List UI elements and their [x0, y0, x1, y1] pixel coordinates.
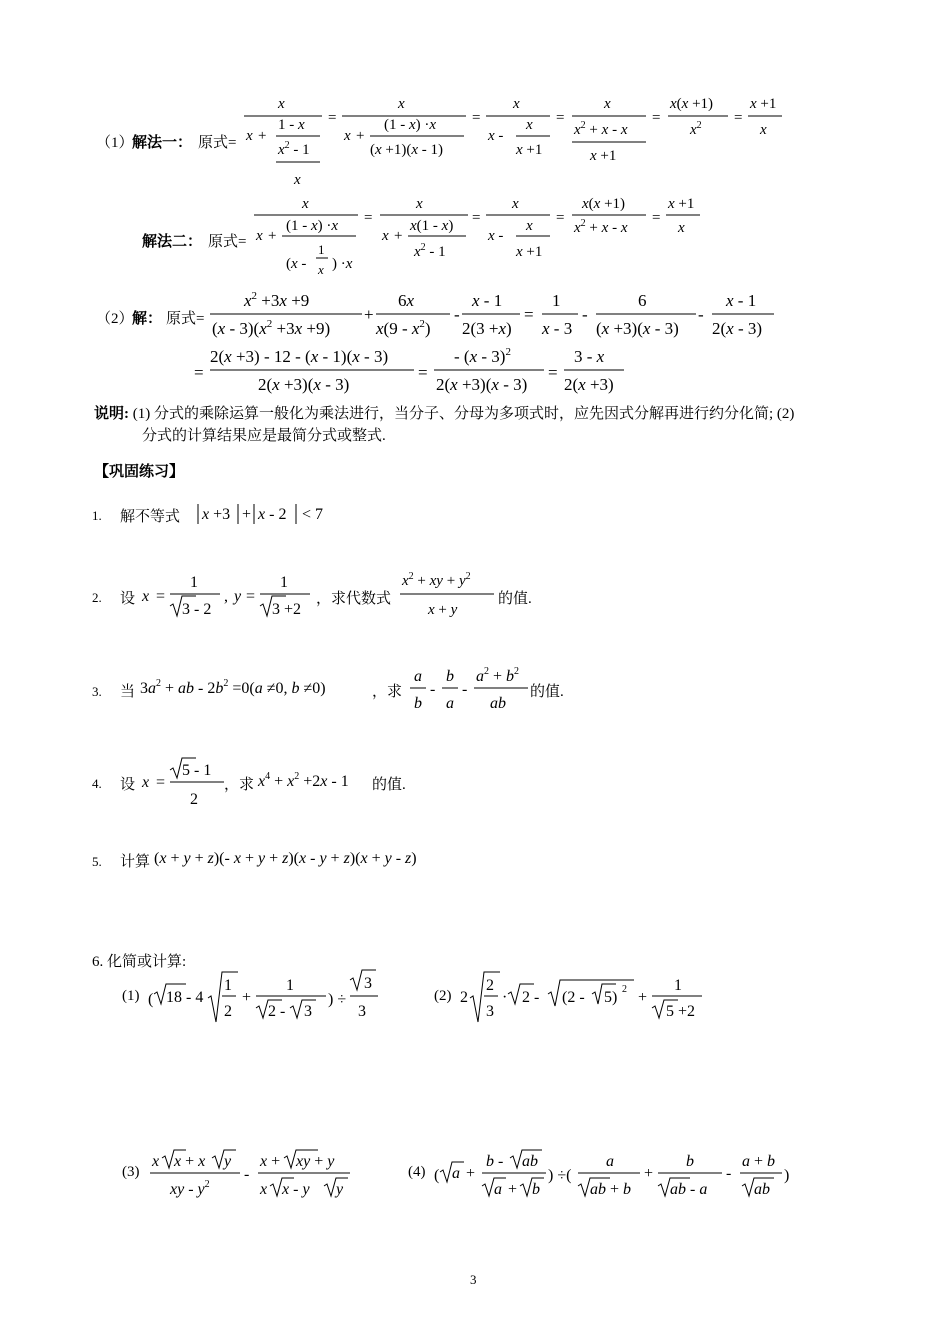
- svg-text:=: =: [246, 588, 256, 605]
- svg-text:=: =: [328, 110, 337, 126]
- svg-text:) ÷(: ) ÷(: [548, 1167, 572, 1184]
- svg-text:ab: ab: [490, 695, 506, 712]
- svg-text:+: +: [638, 989, 648, 1006]
- svg-text:5 +2: 5 +2: [666, 1003, 696, 1020]
- part2-label: （2）: [96, 311, 134, 327]
- svg-text:1: 1: [190, 574, 198, 591]
- exercise-3-ask: ，求: [372, 684, 403, 700]
- sub-label-3: (3): [122, 1164, 140, 1180]
- exercise-3-when: 当: [120, 684, 136, 700]
- part1-method1-math: [240, 88, 800, 198]
- note-line2: 分式的计算结果应是最简分式或整式.: [142, 428, 386, 444]
- svg-text:y: y: [336, 1181, 344, 1198]
- svg-text:6: 6: [638, 291, 647, 310]
- svg-text:x: x: [260, 1181, 268, 1198]
- svg-text:a: a: [452, 1165, 460, 1182]
- svg-text:(x + y + z)(- x + y + z)(x -: (x + y + z)(- x + y + z)(x - y + z)(x + y - z): [154, 850, 417, 867]
- exercise-2-set: 设: [120, 591, 136, 607]
- svg-text:x: x: [152, 1153, 160, 1170]
- svg-text:5): 5): [604, 989, 618, 1006]
- svg-text:ab - a: ab - a: [670, 1181, 708, 1198]
- method2-label: 解法二：: [142, 234, 203, 250]
- svg-text:< 7: < 7: [302, 506, 324, 523]
- svg-text:=: =: [194, 363, 204, 382]
- exercise-6-number: 6.: [92, 954, 104, 970]
- svg-text:3: 3: [358, 1003, 366, 1020]
- svg-text:x + x: x + x: [174, 1153, 206, 1170]
- svg-text:-: -: [462, 681, 468, 698]
- section-title: 【巩固练习】: [94, 464, 185, 480]
- svg-text:1: 1: [280, 574, 288, 591]
- svg-text:(x -: (x -: [286, 256, 307, 272]
- svg-text:x - 1: x - 1: [472, 291, 503, 310]
- svg-text:x: x: [760, 122, 767, 138]
- svg-text:a: a: [494, 1181, 502, 1198]
- svg-text:(x +3)(x - 3): (x +3)(x - 3): [596, 319, 679, 338]
- svg-text:x +: x +: [260, 1153, 281, 1170]
- exercise-3-expression: [406, 660, 532, 720]
- svg-text:x2 +3x +9: $x^2 +3x +9$: [244, 290, 310, 310]
- exercise-2-end: 的值.: [498, 591, 532, 607]
- exercise-3-end: 的值.: [530, 684, 564, 700]
- svg-text:-: -: [454, 305, 460, 324]
- svg-text:3a2 + ab - 2b2 =0(a ≠0, b ≠0): $3a^2$ + ab - $2b^2 =0(a \ne 0$, b ≠0): [140, 678, 326, 697]
- exercise-3-number: 3.: [92, 684, 102, 699]
- part1-method2-math: [250, 190, 720, 290]
- svg-text:- (x - 3)2: - (x - 3)$^2$: [454, 346, 511, 366]
- svg-text:+: +: [242, 506, 252, 523]
- svg-text:=: =: [652, 110, 661, 126]
- sub-label-1: (1): [122, 988, 140, 1004]
- svg-text:a: a: [414, 668, 422, 685]
- svg-text:(1 - x) ·x: (1 - x) ·x: [286, 218, 339, 234]
- svg-text:x: x: [142, 774, 150, 791]
- svg-text:b: b: [532, 1181, 540, 1198]
- sub-label-4: (4): [408, 1164, 426, 1180]
- part2-math: [194, 288, 796, 400]
- svg-text:x + y: x + y: [428, 602, 458, 618]
- svg-text:2: 2: [460, 989, 468, 1006]
- exercise-1-text: 解不等式: [120, 509, 181, 525]
- exercise-3-condition: [136, 672, 386, 702]
- svg-text:(: (: [434, 1167, 440, 1184]
- svg-text:1: 1: [224, 977, 232, 994]
- svg-text:=: =: [364, 210, 373, 226]
- svg-text:2(3 +x): 2(3 +x): [462, 319, 512, 338]
- svg-text:x: x: [278, 96, 285, 112]
- svg-text:(2 -: (2 -: [562, 989, 585, 1006]
- svg-text:x2 + x - x: $x^2 + x - x$: [574, 218, 628, 236]
- svg-text:+: +: [356, 128, 365, 144]
- svg-text:=: =: [548, 363, 558, 382]
- exercise-6-3-math: [146, 1144, 366, 1208]
- exercise-6-4-math: [430, 1144, 800, 1208]
- svg-text:=: =: [156, 588, 166, 605]
- svg-text:): ): [784, 1167, 790, 1184]
- svg-text:+: +: [508, 1181, 518, 1198]
- svg-text:1: 1: [286, 977, 294, 994]
- svg-text:=: =: [472, 210, 481, 226]
- part1-label: （1）: [96, 135, 134, 151]
- svg-text:b: b: [446, 668, 454, 685]
- exercise-4-x: [138, 754, 238, 814]
- note-label: 说明:: [94, 406, 129, 422]
- svg-text:x: x: [416, 196, 423, 212]
- svg-text:x: x: [526, 117, 533, 133]
- part2-jie: 解：: [132, 311, 163, 327]
- svg-text:2: 2: [224, 1003, 232, 1020]
- svg-text:-: -: [698, 305, 704, 324]
- svg-text:2 -: 2 -: [268, 1003, 286, 1020]
- svg-text:a + b: a + b: [742, 1153, 776, 1170]
- svg-text:x - 3: x - 3: [542, 319, 573, 338]
- yuanshi-label-2: 原式=: [208, 234, 247, 250]
- svg-text:2(x - 3): 2(x - 3): [712, 319, 763, 338]
- svg-text:=: =: [472, 110, 481, 126]
- svg-text:x: x: [678, 220, 685, 236]
- svg-text:b: b: [414, 695, 422, 712]
- svg-text:x -: x -: [488, 128, 504, 144]
- svg-text:x +1: x +1: [750, 96, 777, 112]
- svg-text:x - y: x - y: [282, 1181, 310, 1198]
- svg-text:x: x: [294, 172, 301, 188]
- svg-text:x: x: [398, 96, 405, 112]
- svg-text:2 -: 2 -: [522, 989, 540, 1006]
- svg-text:x2 + xy + y2: $x^2$ + xy + $y^2$: [402, 571, 471, 589]
- svg-text:2: 2: [190, 791, 198, 808]
- svg-text:3 - x: 3 - x: [574, 347, 605, 366]
- exercise-5-expression: [150, 843, 490, 873]
- svg-text:ab: ab: [754, 1181, 770, 1198]
- exercise-5-number: 5.: [92, 854, 102, 869]
- svg-text:xy + y: xy + y: [296, 1153, 335, 1170]
- svg-text:=: =: [524, 305, 534, 324]
- svg-text:y: y: [224, 1153, 232, 1170]
- svg-text:x(1 - x): x(1 - x): [410, 218, 454, 234]
- svg-text:=: =: [156, 774, 166, 791]
- exercise-2-expression: [398, 566, 498, 626]
- svg-text:b: b: [686, 1153, 694, 1170]
- svg-text:3 - 2: 3 - 2: [182, 601, 212, 618]
- svg-text:x: x: [256, 228, 263, 244]
- svg-text:x: x: [302, 196, 309, 212]
- svg-text:-: -: [582, 305, 588, 324]
- sub-label-2: (2): [434, 988, 452, 1004]
- svg-text:a: a: [446, 695, 454, 712]
- svg-text:x: x: [344, 128, 351, 144]
- svg-text:·: ·: [502, 989, 508, 1006]
- exercise-2-ask: ，求代数式: [316, 591, 392, 607]
- svg-text:1 - x: 1 - x: [278, 117, 305, 133]
- exercise-4-expression: [254, 766, 384, 796]
- exercise-1-math: [192, 500, 342, 530]
- svg-text:x +1: x +1: [590, 148, 617, 164]
- svg-text:2(x +3)(x - 3): 2(x +3)(x - 3): [258, 375, 350, 394]
- svg-text:) ÷: ) ÷: [328, 991, 347, 1008]
- svg-text:+: +: [394, 228, 403, 244]
- svg-text:2(x +3) - 12 - (x - 1)(x - 3): 2(x +3) - 12 - (x - 1)(x - 3): [210, 347, 389, 366]
- svg-text:,: ,: [224, 588, 228, 605]
- svg-text:a2 + b2: $a^2 + b^2$: [476, 666, 520, 685]
- svg-text:b -: b -: [486, 1153, 504, 1170]
- svg-text:3 +2: 3 +2: [272, 601, 302, 618]
- svg-text:x: x: [512, 196, 519, 212]
- page-number: 3: [470, 1272, 477, 1287]
- svg-text:x: x: [604, 96, 611, 112]
- svg-text:18 - 4: 18 - 4: [166, 989, 204, 1006]
- svg-text:x +1: x +1: [516, 142, 543, 158]
- note-line1: (1) 分式的乘除运算一般化为乘法进行，当分子、分母为多项式时，应先因式分解再进行约分化简; (2): [132, 406, 795, 422]
- svg-text:1: 1: [318, 242, 325, 257]
- exercise-4-end: 的值.: [372, 777, 406, 793]
- svg-text:(x +1)(x - 1): (x +1)(x - 1): [370, 142, 444, 158]
- svg-text:x2 + x - x: $x^2 + x - x$: [574, 120, 628, 138]
- svg-text:x2 - 1: $x^2 - 1$: [414, 242, 446, 260]
- svg-text:x2: $x^2$: [690, 120, 702, 138]
- svg-text:6x: 6x: [398, 291, 415, 310]
- svg-text:=: =: [556, 210, 565, 226]
- svg-text:+: +: [364, 305, 374, 324]
- svg-text:xy - y2: xy - $y^2$: [170, 1179, 210, 1198]
- svg-text:ab + b: ab + b: [590, 1181, 632, 1198]
- svg-text:x: x: [318, 262, 324, 277]
- exercise-2-number: 2.: [92, 590, 102, 605]
- svg-text:x(9 - x2): $x(9 - x^2)$: [376, 318, 431, 338]
- svg-text:2(x +3)(x - 3): 2(x +3)(x - 3): [436, 375, 528, 394]
- svg-text:x: x: [246, 128, 253, 144]
- svg-text:1: 1: [674, 977, 682, 994]
- exercise-6-2-math: [456, 968, 716, 1034]
- svg-text:=: =: [652, 210, 661, 226]
- svg-text:) ·x: ) ·x: [332, 256, 353, 272]
- svg-text:x2 - 1: $x^2 - 1$: [278, 140, 310, 158]
- svg-text:2(x +3): 2(x +3): [564, 375, 614, 394]
- svg-text:+: +: [242, 989, 252, 1006]
- svg-text:x +3: x +3: [202, 506, 231, 523]
- exercise-6-1-math: [144, 968, 384, 1034]
- exercise-1-number: 1.: [92, 508, 102, 523]
- svg-text:(x - 3)(x2 +3x +9): $(x - 3)(x^2 +3x +9)$: [212, 318, 331, 338]
- svg-text:3: 3: [486, 1003, 494, 1020]
- svg-text:x: x: [513, 96, 520, 112]
- method1-label: 解法一：: [132, 135, 193, 151]
- note-line1-wrap: [94, 402, 794, 423]
- svg-text:=: =: [556, 110, 565, 126]
- exercise-2-xy: [138, 568, 318, 628]
- svg-text:x4 + x2 +2x - 1: $x^4 + x^2 +2x - 1$: [258, 771, 349, 790]
- svg-text:5 - 1: 5 - 1: [182, 762, 212, 779]
- svg-text:x - 2: x - 2: [258, 506, 287, 523]
- svg-text:2: 2: [622, 984, 627, 995]
- svg-text:x +1: x +1: [668, 196, 695, 212]
- svg-text:3: 3: [364, 975, 372, 992]
- svg-text:+: +: [466, 1165, 476, 1182]
- svg-text:x(x +1): x(x +1): [670, 96, 714, 112]
- svg-text:=: =: [734, 110, 743, 126]
- yuanshi-label: 原式=: [198, 135, 237, 151]
- svg-text:x +1: x +1: [516, 244, 543, 260]
- svg-text:x: x: [382, 228, 389, 244]
- svg-text:a: a: [606, 1153, 614, 1170]
- svg-text:3: 3: [304, 1003, 312, 1020]
- svg-text:ab: ab: [522, 1153, 538, 1170]
- exercise-6-text: 化简或计算:: [107, 954, 187, 970]
- svg-text:x: x: [142, 588, 150, 605]
- svg-text:2: 2: [486, 977, 494, 994]
- exercise-4-ask: ，求: [224, 777, 255, 793]
- svg-text:x -: x -: [488, 228, 504, 244]
- exercise-5-text: 计算: [120, 854, 151, 870]
- svg-text:-: -: [244, 1166, 250, 1183]
- svg-text:+: +: [258, 128, 267, 144]
- svg-text:+: +: [644, 1165, 654, 1182]
- svg-text:=: =: [418, 363, 428, 382]
- svg-text:(: (: [148, 991, 154, 1008]
- svg-text:y: y: [234, 588, 242, 605]
- svg-text:-: -: [430, 681, 436, 698]
- svg-text:1: 1: [552, 291, 561, 310]
- svg-text:x(x +1): x(x +1): [582, 196, 626, 212]
- svg-text:+: +: [268, 228, 277, 244]
- exercise-4-set: 设: [120, 777, 136, 793]
- svg-text:x: x: [526, 218, 533, 234]
- svg-text:(1 - x) ·x: (1 - x) ·x: [384, 117, 437, 133]
- exercise-4-number: 4.: [92, 776, 102, 791]
- part2-yuanshi: 原式=: [166, 311, 205, 327]
- svg-text:x - 1: x - 1: [726, 291, 757, 310]
- svg-text:-: -: [726, 1165, 732, 1182]
